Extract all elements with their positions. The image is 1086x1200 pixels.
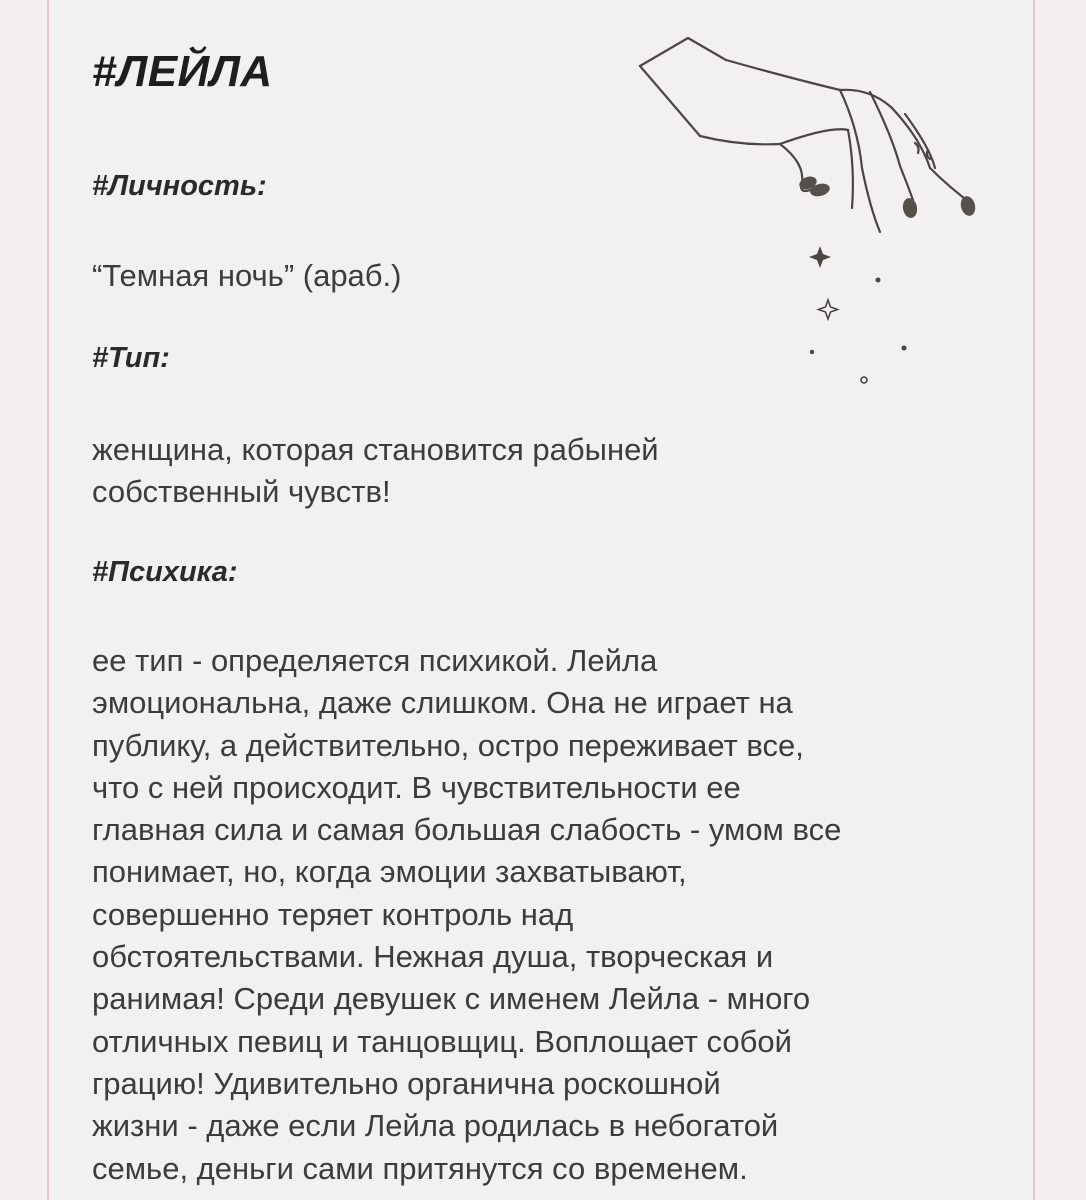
page-title: #ЛЕЙЛА [92, 47, 273, 96]
psyche-heading: #Психика: [92, 556, 238, 588]
personality-heading: #Личность: [92, 170, 267, 202]
type-heading: #Тип: [92, 342, 170, 374]
personality-text: “Темная ночь” (араб.) [92, 258, 402, 293]
psyche-text: ее тип - определяется психикой. Лейла эмоциональна, даже слишком. Она не играет на публику, а действительно, остро переживает все, что с ней происходит. В чувствительности ее главная сила и самая большая слабость - умом все понимает, но, когда эмоции захватывают, совершенно теряет контроль над обстоятельствами. Нежная душа, творческая и ранимая! Среди девушек с именем Лейла - много отличных певиц и танцовщиц. Воплощает собой грацию! Удивительно органична роскошной жизни - даже если Лейла родилась в небогатой семье, деньги сами притянутся со временем. [92, 643, 842, 1186]
type-text: женщина, которая становится рабыней собственный чувств! [92, 432, 659, 510]
hand-moon-stars-icon [630, 18, 1000, 398]
